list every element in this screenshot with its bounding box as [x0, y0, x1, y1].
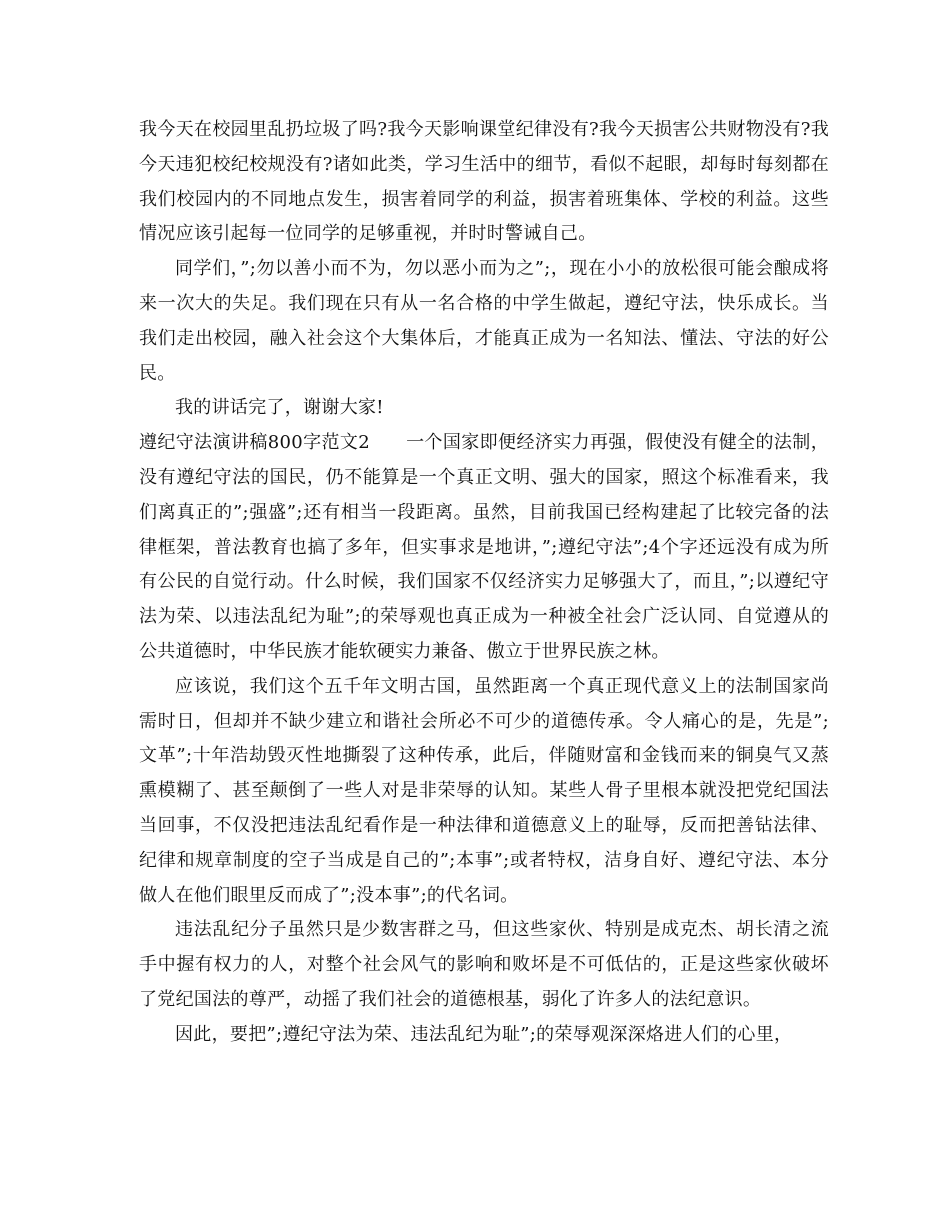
section-paragraph-3: 因此，要把”;遵纪守法为荣、违法乱纪为耻”;的荣辱观深深烙进人们的心里， — [175, 1023, 793, 1045]
section-heading-paragraph — [139, 426, 829, 670]
section-paragraph-1: 应该说，我们这个五千年文明古国，虽然距离一个真正现代意义上的法制国家尚需时日，但却并不缺少建立和谐社会所必不可少的道德传承。令人痛心的是，先是”;文革”;十年浩劫毁灭性地撕裂了这种传承，此后，伴随财富和金钱而来的铜臭气又蒸熏模糊了、甚至颠倒了一些人对是非荣辱的认知。某些人骨子里根本就没把党纪国法当回事，不仅没把违法乱纪看作是一种法律和道德意义上的耻辱，反而把善钻法律、纪律和规章制度的空子当成是自己的”;本事”;或者特权，洁身自好、遵纪守法、本分做人在他们眼里反而成了”;没本事”;的代名词。 — [139, 675, 829, 906]
paragraph-3: 我的讲话完了，谢谢大家! — [175, 397, 384, 419]
paragraph-1: 我今天在校园里乱扔垃圾了吗?我今天影响课堂纪律没有?我今天损害公共财物没有?我今天违犯校纪校规没有?诸如此类，学习生活中的细节，看似不起眼，却每时每刻都在我们校园内的不同地点发生，损害着同学的利益，损害着班集体、学校的利益。这些情况应该引起每一位同学的足够重视，并时时警诫自己。 — [139, 119, 829, 245]
document-body — [139, 113, 829, 1053]
section-paragraph-2: 违法乱纪分子虽然只是少数害群之马，但这些家伙、特别是成克杰、胡长清之流手中握有权力的人，对整个社会风气的影响和败坏是不可低估的，正是这些家伙破坏了党纪国法的尊严，动摇了我们社会的道德根基，弱化了许多人的法纪意识。 — [139, 919, 829, 1010]
paragraph-2: 同学们，”;勿以善小而不为，勿以恶小而为之”;，现在小小的放松很可能会酿成将来一次大的失足。我们现在只有从一名合格的中学生做起，遵纪守法，快乐成长。当我们走出校园，融入社会这个大集体后，才能真正成为一名知法、懂法、守法的好公民。 — [139, 258, 829, 384]
section-heading: 遵纪守法演讲稿800字范文2 — [139, 432, 371, 454]
section-first-paragraph: 一个国家即便经济实力再强，假使没有健全的法制，没有遵纪守法的国民，仍不能算是一个真正文明、强大的国家，照这个标准看来，我们离真正的”;强盛”;还有相当一段距离。虽然，目前我国已经构建起了比较完备的法律框架，普法教育也搞了多年，但实事求是地讲，”;遵纪守法”;4个字还远没有成为所有公民的自觉行动。什么时候，我们国家不仅经济实力足够强大了，而且，”;以遵纪守法为荣、以违法乱纪为耻”;的荣辱观也真正成为一种被全社会广泛认同、自觉遵从的公共道德时，中华民族才能软硬实力兼备、傲立于世界民族之林。 — [139, 432, 829, 662]
